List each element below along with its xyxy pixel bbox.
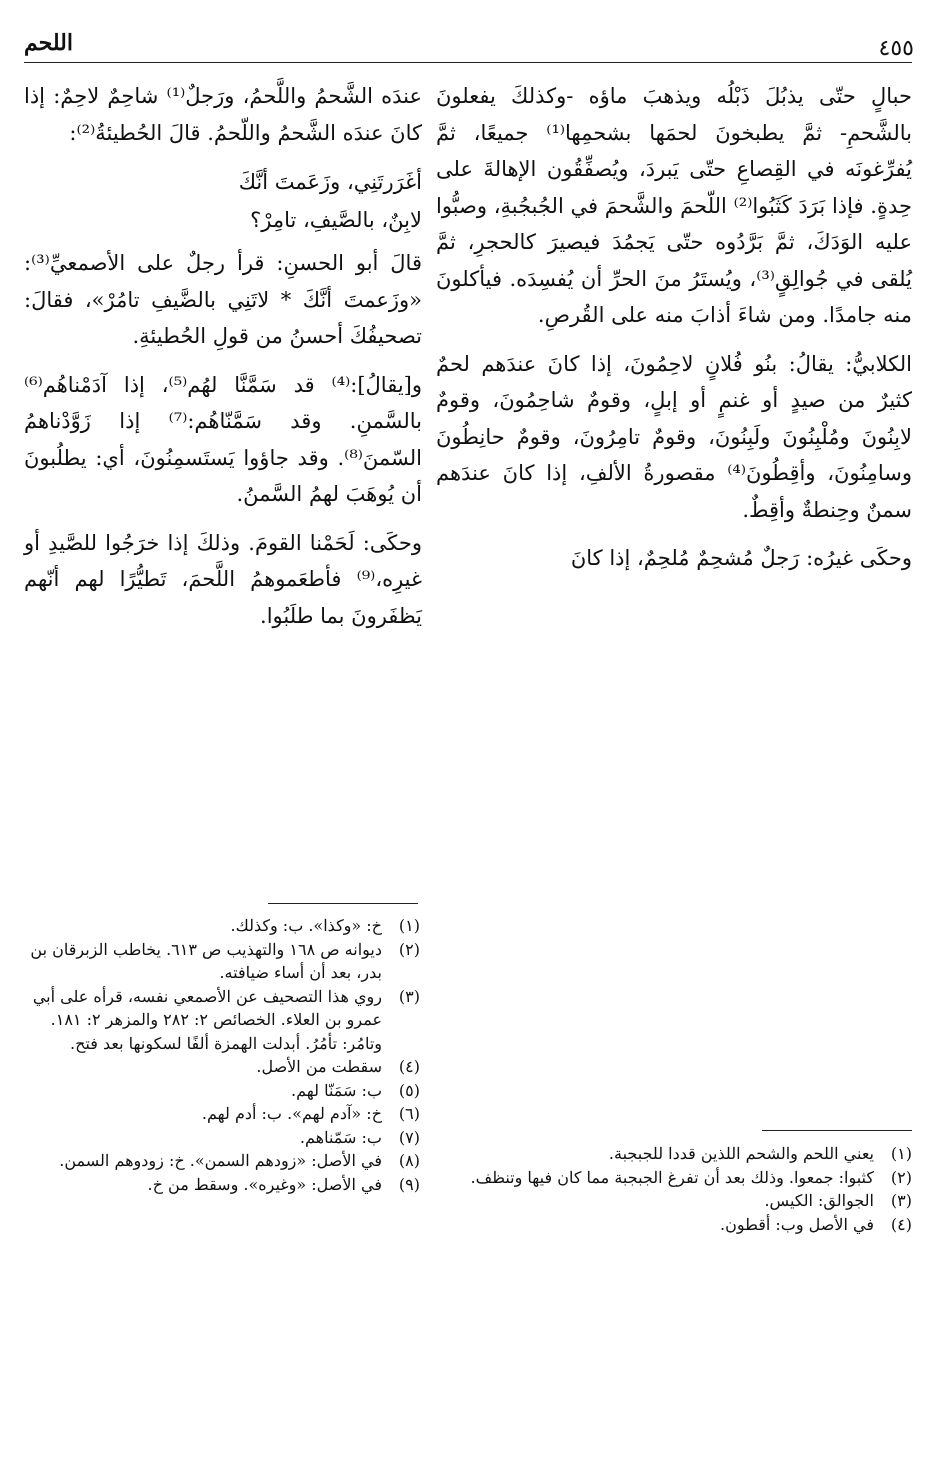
footnote-number: (٧) <box>398 1127 420 1147</box>
footnotes-left <box>24 914 420 1196</box>
paragraph: حبالٍ حتّى يذبُلَ ذَبْلُه ويذهبَ ماؤه -وكذلكَ يفعلونَ بالشَّحمِ- ثمَّ يطبخونَ لحمَها بشحمِها⁽¹⁾ جميعًا، ثمَّ يُفرِّغونَه في القِصاعِ حتّى يَبردَ، ويُصفِّقُون الإهالةَ على حِدةٍ. فإذا بَرَدَ كَثَبُوا⁽²⁾ اللّحمَ والشَّحمَ في الجُبجُبةِ، وصبُّوا عليه الوَدَكَ، ثمَّ بَرَّدُوه حتّى يَجمُدَ فيصيرَ كالحجرِ، ثمَّ يُلقى في جُوالِقٍ⁽³⁾، ويُستَرُ منَ الحرِّ أن يُفسِدَه. فيأكلونَ منه جامدًا. ومن شاءَ أذابَ منه على القُرصِ. <box>436 84 912 327</box>
footnote-number: (٨) <box>398 1151 420 1170</box>
verse-hemistich-1: أغَرَرتَنِي، وزَعَمتَ أنَّكَ <box>238 170 422 194</box>
footnote-number: (٢) <box>398 939 420 959</box>
footnote-number: (٩) <box>398 1174 420 1194</box>
footnote <box>24 985 420 1056</box>
footnote <box>24 938 420 985</box>
footnote-number: (٢) <box>890 1167 912 1187</box>
header-rule <box>24 62 912 63</box>
footnote-text: خ: «وكذا». ب: وكذلك. <box>230 916 382 935</box>
footnote <box>436 1213 912 1237</box>
paragraph: قالَ أبو الحسنِ: قرأ رجلٌ على الأصمعيِّ⁽³⁾: «وزَعمتَ أنَّكَ * لاتَنِي بالضَّيفِ تامُرْ»، فقالَ: تصحيفُكَ أحسنُ من قولِ الحُطيئةِ. <box>24 251 422 348</box>
footnote <box>24 1149 420 1173</box>
footnote-number: (١) <box>890 1144 912 1163</box>
footnote <box>436 1189 912 1213</box>
footnote-rule-right <box>762 1130 912 1131</box>
left-column <box>24 78 422 646</box>
footnote-text: روي هذا التصحيف عن الأصمعي نفسه، قرأه على أبي عمرو بن العلاء. الخصائص ٢: ٢٨٢ والمزهر ٢: ١٨١. وتامُر: تأمُرُ. أبدلت الهمزة ألفًا لسكونها بعد فتح. <box>32 986 382 1053</box>
footnote-text: سقطت من الأصل. <box>256 1057 382 1076</box>
footnote <box>24 914 420 938</box>
footnote-text: في الأصل: «زودهم السمن». خ: زودوهم السمن. <box>59 1151 382 1170</box>
footnote-number: (٤) <box>398 1057 420 1076</box>
paragraph: وحكَى غيرُه: رَجلٌ مُشحِمٌ مُلحِمٌ، إذا كانَ <box>570 546 912 570</box>
footnote <box>24 1173 420 1197</box>
footnote-number: (٣) <box>890 1191 912 1210</box>
footnote <box>24 1126 420 1150</box>
footnote-text: ب: سَمّناهم. <box>299 1127 382 1147</box>
footnote-text: ب: سَمَنّا لهم. <box>291 1080 382 1100</box>
footnote-number: (٦) <box>398 1104 420 1123</box>
footnote-text: خ: «آدم لهم». ب: أدم لهم. <box>201 1104 382 1123</box>
right-column <box>436 78 912 589</box>
footnote-text: الجوالق: الكيس. <box>764 1191 874 1210</box>
running-title: اللحم <box>24 30 73 56</box>
paragraph: وحكَى: لَحَمْنا القومَ. وذلكَ إذا خرَجُوا للصَّيدِ أو غيرِه،⁽⁹⁾ فأطعَموهمُ اللَّحمَ، تَطيُّرًا لهم أنّهم يَظفَرونَ بما طلَبُوا. <box>24 530 422 628</box>
footnote <box>24 1055 420 1079</box>
paragraph: و[يقالُ]:⁽⁴⁾ قد سَمَّنَّا لهُم⁽⁵⁾، إذا آدَمْناهُم⁽⁶⁾ بالسَّمنِ. وقد سَمَّنّاهُم:⁽⁷⁾ إذا زَوَّدْناهمُ السّمنَ⁽⁸⁾. وقد جاؤوا يَستَسمِنُونَ، أي: يطلُبونَ أن يُوهَبَ لهمُ السَّمنُ. <box>24 372 422 506</box>
footnote-number: (٤) <box>890 1214 912 1234</box>
paragraph: عندَه الشَّحمُ واللَّحمُ، ورَجلٌ⁽¹⁾ شاحِمٌ لاحِمٌ: إذا كانَ عندَه الشَّحمُ واللّحمُ. قالَ الحُطيئةُ⁽²⁾: <box>24 84 422 145</box>
footnote <box>24 1102 420 1126</box>
footnote <box>24 1079 420 1103</box>
footnote-rule-left <box>268 903 418 904</box>
paragraph: الكلابيُّ: يقالُ: بنُو فُلانٍ لاحِمُونَ، إذا كانَ عندَهم لحمٌ كثيرٌ من صيدٍ أو غنمٍ أو إبلٍ، وقومٌ شاحِمُونَ، وقومٌ لابِنُونَ ومُلْبِنُونَ ولَبِنُونَ، وقومٌ تامِرُونَ، وقومٌ حانِطُونَ وسامِنُونَ، وأقِطُونَ⁽⁴⁾ مقصورةُ الألفِ، إذا كانَ عندَهم سمنٌ وحِنطةٌ وأقِطٌ. <box>436 351 912 522</box>
poetry-verse <box>24 163 422 239</box>
footnote-number: (٣) <box>398 986 420 1006</box>
footnote <box>436 1142 912 1166</box>
page-number: ٤٥٥ <box>878 36 914 61</box>
footnotes-right <box>436 1142 912 1236</box>
footnote-number: (١) <box>398 916 420 935</box>
verse-hemistich-2: لابِنٌ، بالصَّيفِ، تامِرْ؟ <box>250 208 422 232</box>
footnote-text: في الأصل: «وغيره». وسقط من خ. <box>147 1174 382 1194</box>
footnote <box>436 1166 912 1190</box>
footnote-text: في الأصل وب: أقطون. <box>719 1214 874 1234</box>
footnote-text: كثبوا: جمعوا. وذلك بعد أن تفرغ الجبجبة مما كان فيها وتنظف. <box>470 1167 874 1187</box>
footnote-number: (٥) <box>398 1080 420 1100</box>
footnote-text: يعني اللحم والشحم اللذين قددا للجبجبة. <box>608 1144 874 1163</box>
footnote-text: ديوانه ص ١٦٨ والتهذيب ص ٦١٣. يخاطب الزبرقان بن بدر، بعد أن أساء ضيافته. <box>30 939 382 982</box>
